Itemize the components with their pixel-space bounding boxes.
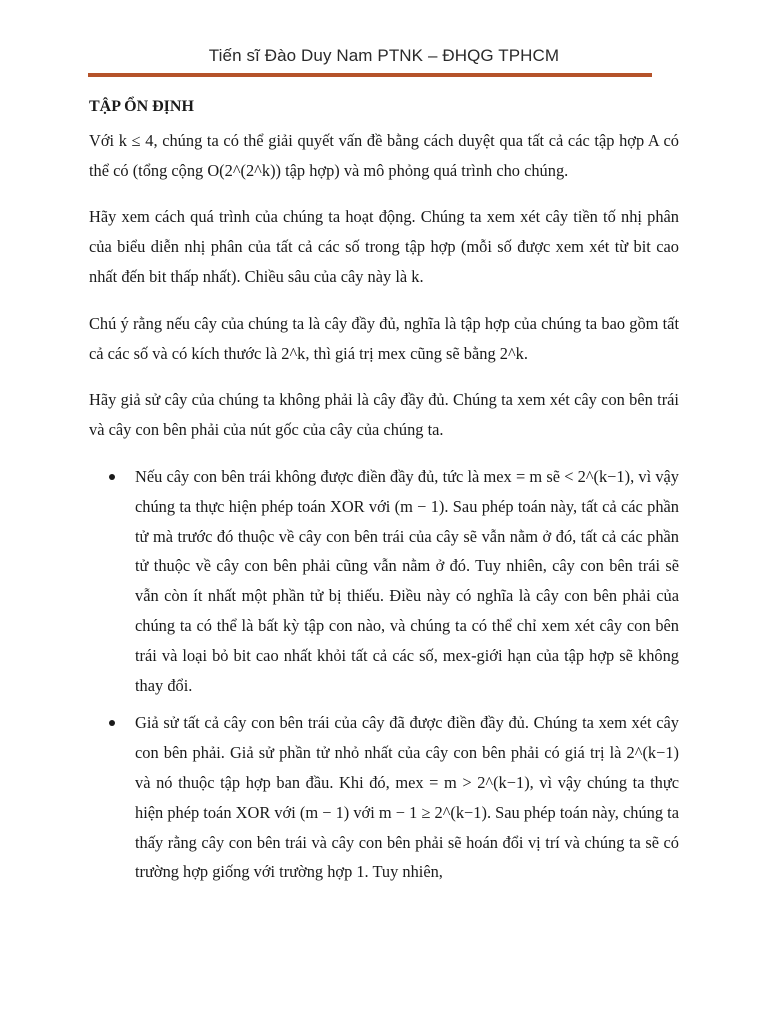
bullet-icon bbox=[109, 474, 115, 480]
paragraph: Với k ≤ 4, chúng ta có thể giải quyết vấn đề bằng cách duyệt qua tất cả các tập hợp A có thể có (tổng cộng O(2^(2^k)) tập hợp) và mô phỏng quá trình cho chúng. bbox=[89, 130, 679, 180]
bullet-list bbox=[89, 462, 679, 887]
list-item bbox=[135, 708, 679, 887]
list-item-text: Nếu cây con bên trái không được điền đầy đủ, tức là mex = m sẽ < 2^(k−1), vì vậy chúng ta thực hiện phép toán XOR với (m − 1). Sau phép toán này, tất cả các phần tử mà trước đó thuộc về cây con bên trái của cây sẽ vẫn nằm ở đó, tất cả các phần tử thuộc về cây con bên phải cũng vẫn nằm ở đó. Tuy nhiên, cây con bên trái sẽ vẫn còn ít nhất một phần tử bị thiếu. Điều này có nghĩa là cây con bên phải của chúng ta có thể là bất kỳ tập con nào, và chúng ta có thể chỉ xem xét cây con bên trái và loại bỏ bit cao nhất khỏi tất cả các số, mex-giới hạn của tập hợp sẽ không thay đổi. bbox=[135, 466, 679, 695]
list-item bbox=[135, 462, 679, 700]
paragraph: Hãy xem cách quá trình của chúng ta hoạt động. Chúng ta xem xét cây tiền tố nhị phân của biểu diễn nhị phân của tất cả các số trong tập hợp (mỗi số được xem xét từ bit cao nhất đến bit thấp nhất). Chiều sâu của cây này là k. bbox=[89, 207, 679, 286]
document-body bbox=[89, 92, 679, 895]
list-item-text: Giả sử tất cả cây con bên trái của cây đã được điền đầy đủ. Chúng ta xem xét cây con bên phải. Giả sử phần tử nhỏ nhất của cây con bên phải có giá trị là 2^(k−1) và nó thuộc tập hợp ban đầu. Khi đó, mex = m > 2^(k−1), vì vậy chúng ta thực hiện phép toán XOR với (m − 1) với m − 1 ≥ 2^(k−1). Sau phép toán này, chúng ta thấy rằng cây con bên trái và cây con bên phải sẽ hoán đổi vị trí và chúng ta sẽ có trường hợp giống với trường hợp 1. Tuy nhiên, bbox=[135, 713, 679, 882]
page-header: Tiến sĩ Đào Duy Nam PTNK – ĐHQG TPHCM bbox=[208, 46, 560, 65]
bullet-icon bbox=[109, 720, 115, 726]
section-title: TẬP ỔN ĐỊNH bbox=[89, 98, 194, 115]
paragraph: Chú ý rằng nếu cây của chúng ta là cây đầy đủ, nghĩa là tập hợp của chúng ta bao gồm tất cả các số và có kích thước là 2^k, thì giá trị mex cũng sẽ bằng 2^k. bbox=[89, 313, 679, 363]
header-rule bbox=[88, 73, 652, 77]
paragraph: Hãy giả sử cây của chúng ta không phải là cây đầy đủ. Chúng ta xem xét cây con bên trái và cây con bên phải của nút gốc của cây của chúng ta. bbox=[89, 390, 679, 440]
